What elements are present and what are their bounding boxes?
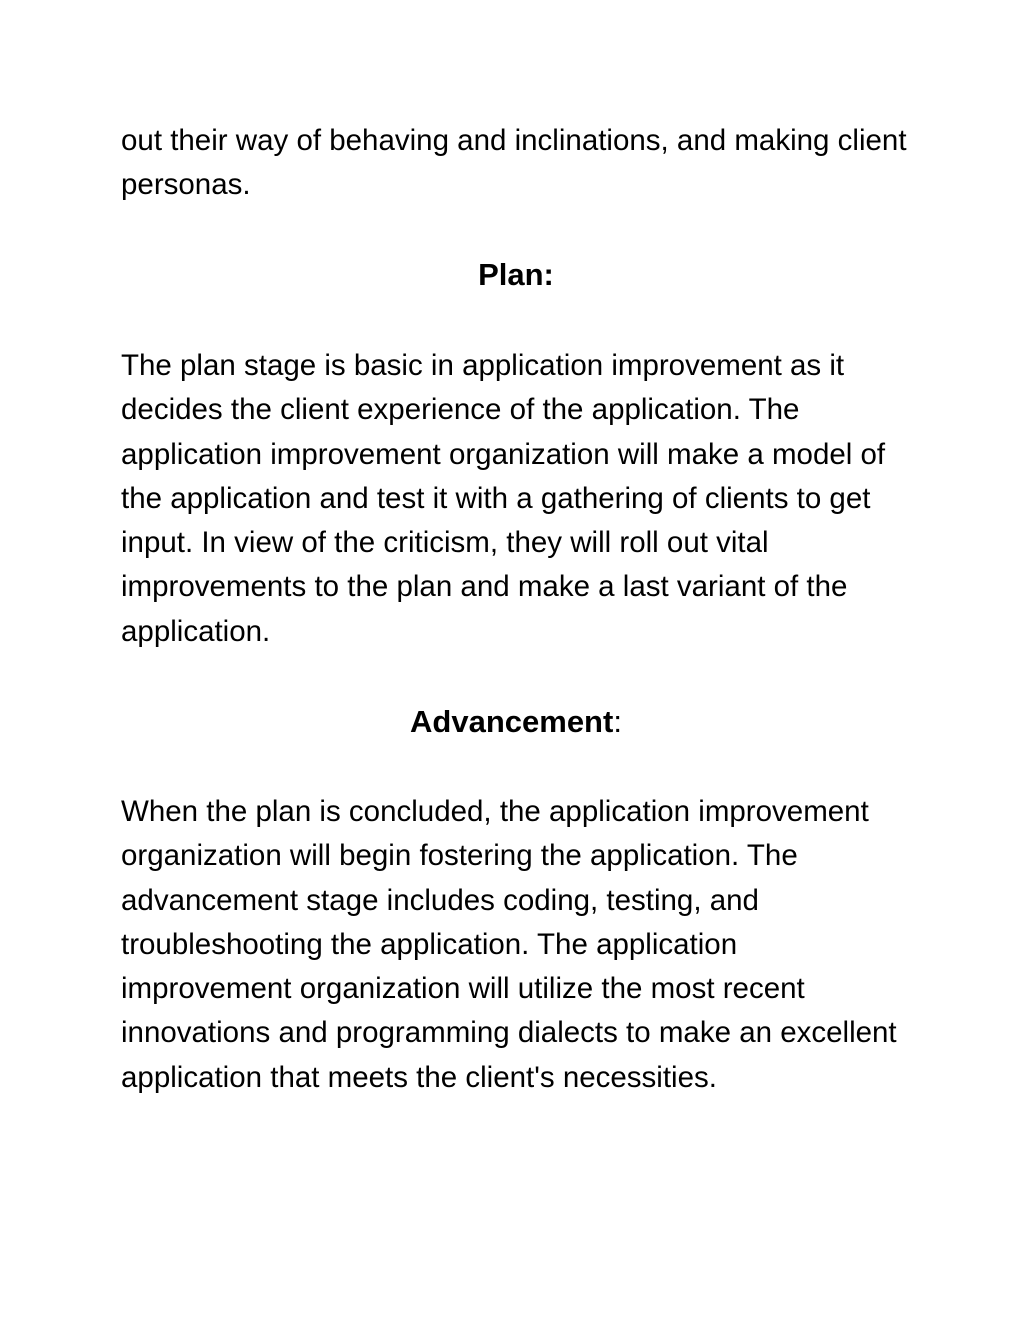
section-heading-advancement-suffix: : xyxy=(613,704,622,739)
section-heading-advancement-text: Advancement xyxy=(410,704,614,739)
section-body-advancement: When the plan is concluded, the application improvement organization will begin fostering the application. The advancement stage includes coding, testing, and troubleshooting the application. The application improvement organization will utilize the most recent innovations and programming dialects to make an excellent application that meets the client's necessities. xyxy=(121,795,897,1094)
section-heading-plan-text: Plan: xyxy=(478,257,554,292)
intro-paragraph: out their way of behaving and inclinations, and making client personas. xyxy=(121,124,907,202)
section-heading-plan xyxy=(121,255,911,295)
section-body-plan: The plan stage is basic in application improvement as it decides the client experience of the application. The application improvement organization will make a model of the application and test it with a gathering of clients to get input. In view of the criticism, they will roll out vital improvements to the plan and make a last variant of the application. xyxy=(121,349,886,648)
section-heading-advancement xyxy=(121,702,911,742)
